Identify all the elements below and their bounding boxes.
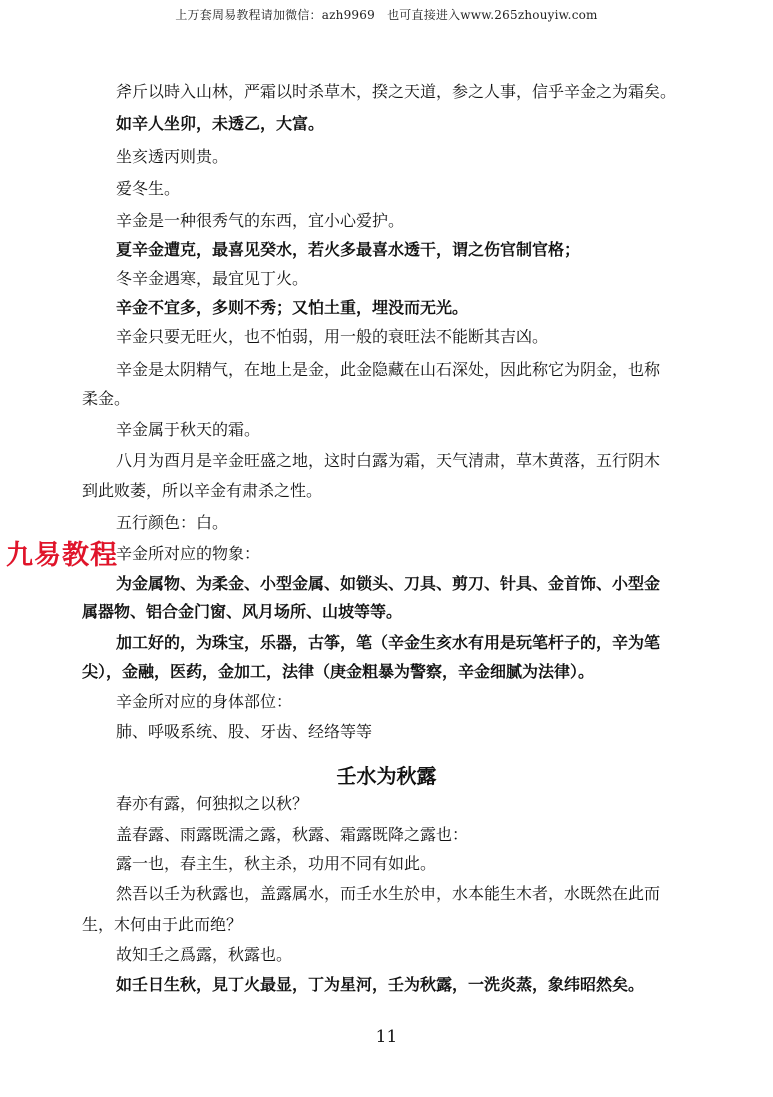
text-line: 到此败萎，所以辛金有肃杀之性。 xyxy=(82,481,323,500)
text-line: 然吾以壬为秋露也，盖露属水，而壬水生於申，水本能生木者，水既然在此而 xyxy=(116,884,661,903)
text-line-bold: 如壬日生秋，見丁火最显，丁为星河，壬为秋露，一洗炎蒸，象纬昭然矣。 xyxy=(116,975,645,994)
text-line: 辛金所对应的物象： xyxy=(116,544,261,563)
text-line: 辛金所对应的身体部位： xyxy=(116,692,293,711)
text-line: 露一也，春主生，秋主杀，功用不同有如此。 xyxy=(116,854,437,873)
text-line: 八月为酉月是辛金旺盛之地，这时白露为霜，天气清肃，草木黄落，五行阴木 xyxy=(116,451,661,470)
page-header: 上万套周易教程请加微信：azh9969 也可直接进入www.265zhouyiw.com xyxy=(175,8,598,22)
text-line-bold: 为金属物、为柔金、小型金属、如锁头、刀具、剪刀、针具、金首饰、小型金 xyxy=(116,574,661,593)
text-line-bold: 属器物、铝合金门窗、风月场所、山坡等等。 xyxy=(82,602,403,621)
text-line: 冬辛金遇寒，最宜见丁火。 xyxy=(116,269,309,288)
text-line: 生，木何由于此而绝？ xyxy=(82,915,243,934)
text-line-bold: 夏辛金遭克，最喜见癸水，若火多最喜水透干，谓之伤官制官格； xyxy=(116,240,581,259)
text-line: 辛金属于秋天的霜。 xyxy=(116,420,261,439)
text-line-bold: 如辛人坐卯，未透乙，大富。 xyxy=(116,114,325,133)
text-line-bold: 加工好的，为珠宝，乐器，古筝，笔（辛金生亥水有用是玩笔杆子的，辛为笔 xyxy=(116,633,661,652)
text-line: 斧斤以時入山林，严霜以时杀草木，揆之天道，参之人事，信乎辛金之为霜矣。 xyxy=(116,82,677,101)
section-title: 壬水为秋露 xyxy=(336,764,437,788)
text-line: 盖春露、雨露既濡之露，秋露、霜露既降之露也： xyxy=(116,825,469,844)
text-line: 爱冬生。 xyxy=(116,179,181,198)
text-line: 辛金只要无旺火，也不怕弱，用一般的衰旺法不能断其吉凶。 xyxy=(116,327,549,346)
text-line: 柔金。 xyxy=(82,389,131,408)
page-number: 11 xyxy=(375,1027,398,1047)
text-line: 春亦有露，何独拟之以秋？ xyxy=(116,794,309,813)
text-line: 肺、呼吸系统、股、牙齿、经络等等 xyxy=(116,722,373,741)
watermark-logo: 九易教程 xyxy=(6,540,118,571)
text-line: 坐亥透丙则贵。 xyxy=(116,147,229,166)
text-line-bold: 辛金不宜多，多则不秀；又怕土重，埋没而无光。 xyxy=(116,298,469,317)
text-line-bold: 尖），金融，医药，金加工，法律（庚金粗暴为警察，辛金细腻为法律）。 xyxy=(82,662,595,681)
text-line: 故知壬之爲露，秋露也。 xyxy=(116,945,293,964)
text-line: 辛金是太阴精气，在地上是金，此金隐藏在山石深处，因此称它为阴金，也称 xyxy=(116,360,661,379)
text-line: 五行颜色：白。 xyxy=(116,513,229,532)
text-line: 辛金是一种很秀气的东西，宜小心爱护。 xyxy=(116,211,405,230)
